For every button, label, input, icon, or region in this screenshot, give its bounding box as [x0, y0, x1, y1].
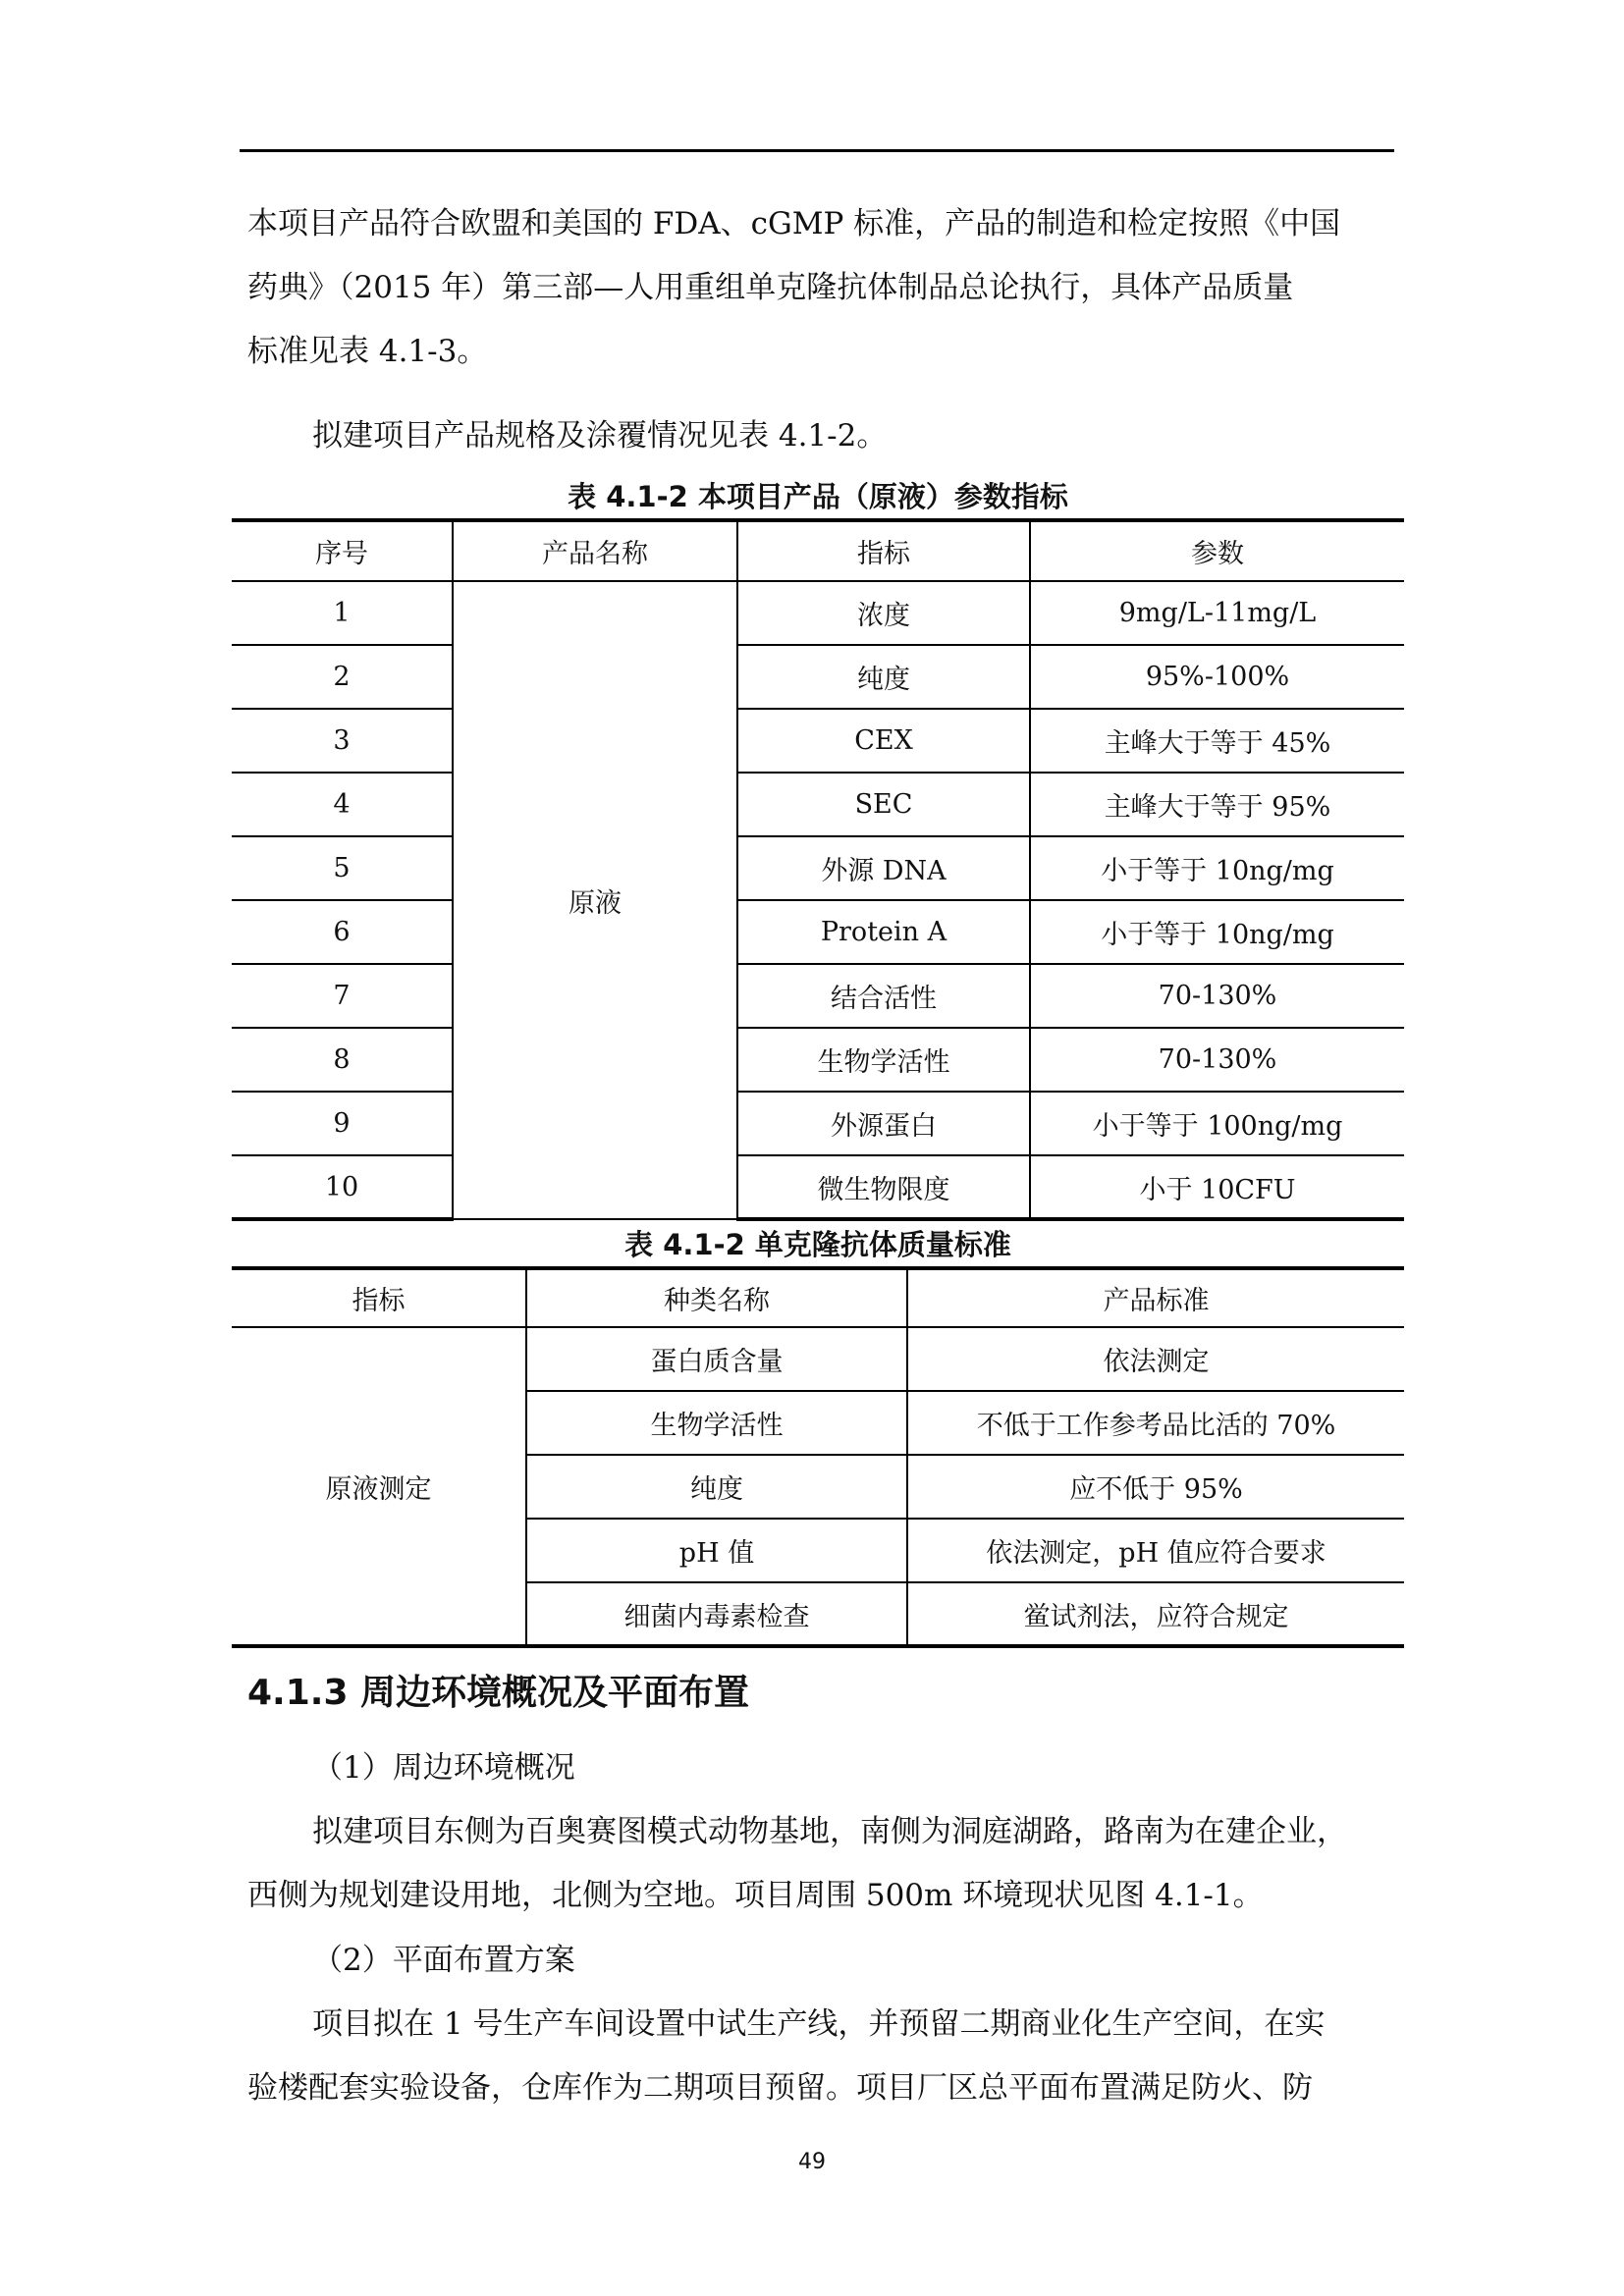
environment-paragraph	[247, 1800, 1392, 1928]
intro-line-2: 药典》（2015 年）第三部—人用重组单克隆抗体制品总论执行，具体产品质量	[247, 270, 1294, 305]
row-no: 9	[232, 1092, 453, 1155]
spec-paragraph: 拟建项目产品规格及涂覆情况见表 4.1-2。	[312, 418, 888, 454]
row-no: 7	[232, 964, 453, 1028]
table1-header-product: 产品名称	[453, 520, 737, 581]
row-indicator: 结合活性	[737, 964, 1030, 1028]
row-standard: 不低于工作参考品比活的 70%	[907, 1391, 1404, 1455]
row-indicator: Protein A	[737, 900, 1030, 964]
row-no: 6	[232, 900, 453, 964]
group-cell: 原液测定	[232, 1327, 526, 1646]
section-heading: 4.1.3 周边环境概况及平面布置	[247, 1673, 750, 1713]
table-row	[232, 1028, 1404, 1092]
environment-line-1: 拟建项目东侧为百奥赛图模式动物基地，南侧为洞庭湖路，路南为在建企业，	[312, 1814, 1347, 1849]
row-indicator: 微生物限度	[737, 1155, 1030, 1219]
row-param: 9mg/L-11mg/L	[1030, 581, 1404, 645]
row-indicator: SEC	[737, 773, 1030, 836]
row-indicator: 外源蛋白	[737, 1092, 1030, 1155]
row-kind: 生物学活性	[526, 1391, 907, 1455]
row-param: 70-130%	[1030, 964, 1404, 1028]
row-standard: 应不低于 95%	[907, 1455, 1404, 1519]
row-param: 小于等于 10ng/mg	[1030, 900, 1404, 964]
row-kind: pH 值	[526, 1519, 907, 1582]
row-param: 小于等于 100ng/mg	[1030, 1092, 1404, 1155]
row-param: 95%-100%	[1030, 645, 1404, 709]
intro-line-1: 本项目产品符合欧盟和美国的 FDA、cGMP 标准，产品的制造和检定按照《中国	[247, 206, 1341, 241]
row-no: 4	[232, 773, 453, 836]
table-row	[232, 581, 1404, 645]
table1-header-param: 参数	[1030, 520, 1404, 581]
row-indicator: CEX	[737, 709, 1030, 773]
row-param: 70-130%	[1030, 1028, 1404, 1092]
row-no: 5	[232, 836, 453, 900]
table-row	[232, 836, 1404, 900]
row-no: 10	[232, 1155, 453, 1219]
row-indicator: 生物学活性	[737, 1028, 1030, 1092]
row-no: 8	[232, 1028, 453, 1092]
row-kind: 纯度	[526, 1455, 907, 1519]
table2-header-row	[232, 1268, 1404, 1327]
intro-paragraph	[247, 192, 1392, 384]
layout-paragraph	[247, 1993, 1392, 2120]
row-no: 3	[232, 709, 453, 773]
row-param: 小于 10CFU	[1030, 1155, 1404, 1219]
row-indicator: 纯度	[737, 645, 1030, 709]
row-param: 主峰大于等于 45%	[1030, 709, 1404, 773]
row-no: 1	[232, 581, 453, 645]
table-row	[232, 900, 1404, 964]
table-row	[232, 964, 1404, 1028]
subsection-1-title: （1）周边环境概况	[312, 1750, 575, 1786]
table1-header-no: 序号	[232, 520, 453, 581]
layout-line-1: 项目拟在 1 号生产车间设置中试生产线，并预留二期商业化生产空间，在实	[312, 2006, 1326, 2042]
row-param: 小于等于 10ng/mg	[1030, 836, 1404, 900]
subsection-2-title: （2）平面布置方案	[312, 1943, 575, 1978]
row-indicator: 外源 DNA	[737, 836, 1030, 900]
table2-caption: 表 4.1-2 单克隆抗体质量标准	[624, 1228, 1011, 1261]
row-param: 主峰大于等于 95%	[1030, 773, 1404, 836]
product-parameter-table	[232, 518, 1404, 1221]
table2-header-kind: 种类名称	[526, 1268, 907, 1327]
table-row	[232, 1155, 1404, 1219]
table-row	[232, 1327, 1404, 1391]
intro-line-3: 标准见表 4.1-3。	[247, 334, 488, 369]
row-standard: 依法测定	[907, 1327, 1404, 1391]
layout-line-2: 验楼配套实验设备，仓库作为二期项目预留。项目厂区总平面布置满足防火、防	[247, 2070, 1313, 2106]
row-kind: 蛋白质含量	[526, 1327, 907, 1391]
table-row	[232, 709, 1404, 773]
environment-line-2: 西侧为规划建设用地，北侧为空地。项目周围 500m 环境现状见图 4.1-1。	[247, 1878, 1264, 1913]
row-standard: 依法测定，pH 值应符合要求	[907, 1519, 1404, 1582]
table-row	[232, 1092, 1404, 1155]
row-indicator: 浓度	[737, 581, 1030, 645]
table1-header-row	[232, 520, 1404, 581]
table-row	[232, 773, 1404, 836]
page-number: 49	[798, 2150, 826, 2174]
product-name-cell: 原液	[453, 581, 737, 1219]
table1-caption: 表 4.1-2 本项目产品（原液）参数指标	[568, 480, 1068, 513]
table2-header-standard: 产品标准	[907, 1268, 1404, 1327]
table-row	[232, 645, 1404, 709]
row-standard: 鲎试剂法，应符合规定	[907, 1582, 1404, 1646]
table2-header-indicator: 指标	[232, 1268, 526, 1327]
row-kind: 细菌内毒素检查	[526, 1582, 907, 1646]
header-rule	[240, 149, 1394, 152]
quality-standard-table	[232, 1266, 1404, 1648]
table1-header-indicator: 指标	[737, 520, 1030, 581]
row-no: 2	[232, 645, 453, 709]
